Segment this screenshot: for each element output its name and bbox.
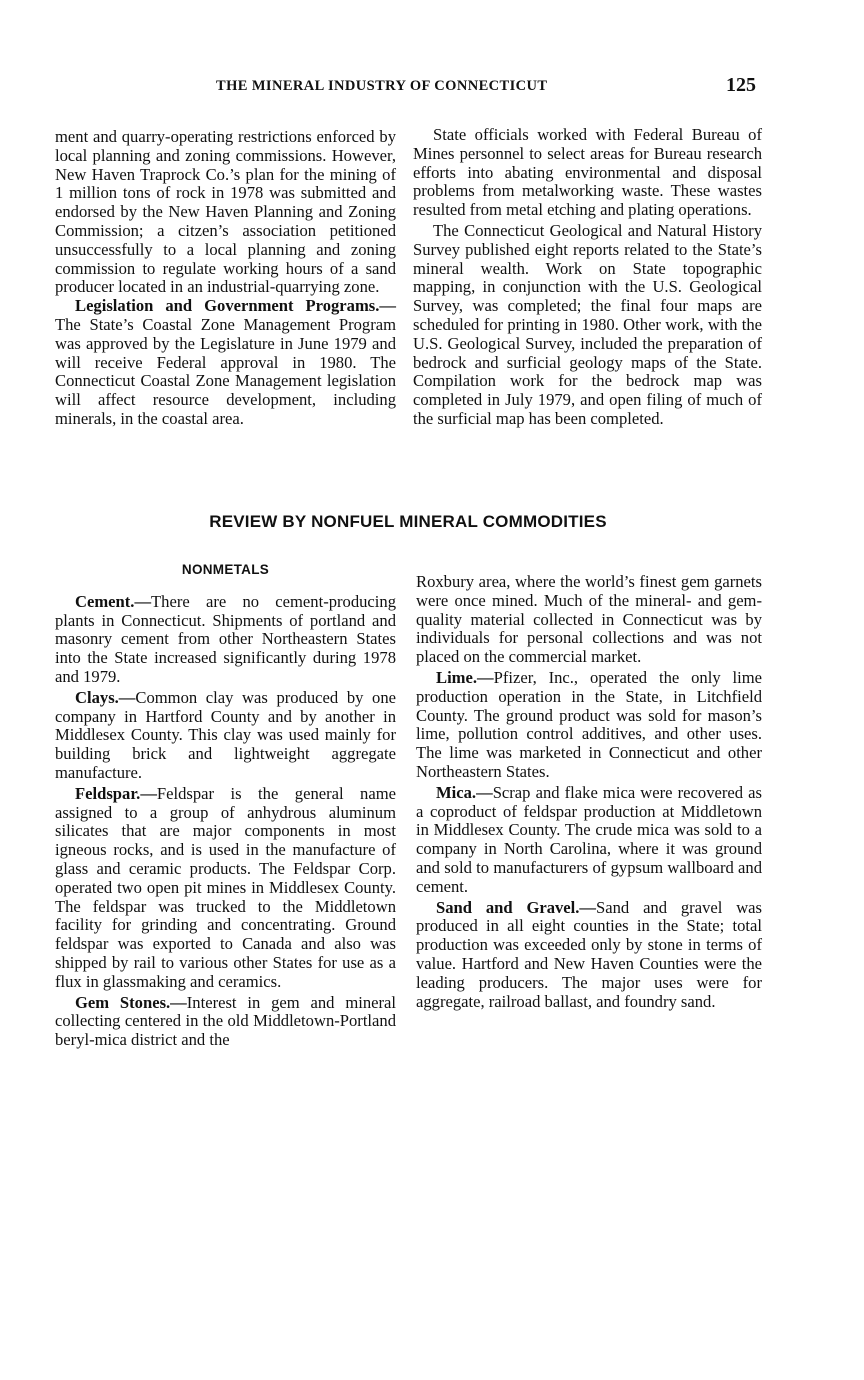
running-header bbox=[0, 76, 864, 100]
legislation-heading: Legislation and Government Programs.— bbox=[75, 296, 396, 316]
paragraph-lime bbox=[416, 669, 762, 782]
paragraph-feldspar bbox=[55, 785, 396, 992]
paragraph-cement bbox=[55, 593, 396, 687]
lime-heading: Lime.— bbox=[436, 667, 494, 687]
legislation-body: The State’s Coastal Zone Management Program was approved by the Legislature in June 1979 and will receive Federal approval in 1980. The Connecticut Coastal Zone Management legislation will affect resource development, including minerals, in the coastal area. bbox=[55, 314, 396, 428]
paragraph-legislation bbox=[55, 297, 396, 429]
mica-heading: Mica.— bbox=[436, 782, 493, 802]
paragraph-bureau-research: State officials worked with Federal Bureau of Mines personnel to select areas for Bureau research efforts into abating environmental and disposal problems from metalworking waste. These wastes resulted from metal etching and plating operations. bbox=[413, 125, 762, 220]
gem-stones-heading: Gem Stones.— bbox=[75, 992, 187, 1012]
paragraph-mica bbox=[416, 784, 762, 897]
clays-body: Common clay was produced by one company in Hartford County and by another in Middlesex County. This clay was used mainly for building brick and lightweight aggregate manufacture. bbox=[55, 687, 396, 782]
clays-heading: Clays.— bbox=[75, 687, 136, 707]
sand-gravel-heading: Sand and Gravel.— bbox=[436, 897, 597, 917]
paragraph-gem-continued: Roxbury area, where the world’s finest gem garnets were once mined. Much of the mineral- and gem-quality material collected in Connecticut was by individuals for personal collections and was not placed on the commercial market. bbox=[416, 572, 762, 667]
paragraph-sand-gravel bbox=[416, 899, 762, 1012]
cement-heading: Cement.— bbox=[75, 591, 152, 611]
page-header-title: THE MINERAL INDUSTRY OF CONNECTICUT bbox=[216, 78, 548, 94]
mica-body: Scrap and flake mica were recovered as a coproduct of feldspar production at Middletown in Middlesex County. The crude mica was sold to a company in North Carolina, where it was ground and sold to manufacturers of gypsum wallboard and cement. bbox=[416, 782, 762, 896]
feldspar-heading: Feldspar.— bbox=[75, 783, 157, 803]
lime-body: Pfizer, Inc., operated the only lime production operation in the State, in Litchfield County. The ground product was sold for mason’s lime, pollution control additives, and other uses. The lime was marketed in Connecticut and other Northeastern States. bbox=[416, 667, 762, 781]
bottom-left-column bbox=[55, 561, 396, 1050]
paragraph-clays bbox=[55, 689, 396, 783]
paragraph-geological-survey: The Connecticut Geological and Natural History Survey published eight reports related to the State’s mineral wealth. Work on State topographic mapping, in conjunction with the U.S. Geological Survey, was completed; the final four maps are scheduled for printing in 1980. Other work, with the U.S. Geological Survey, included the preparation of bedrock and surficial geology maps of the State. Compilation work for the bedrock map was completed in July 1979, and open filing of much of the surficial map has been completed. bbox=[413, 220, 762, 428]
feldspar-body: Feldspar is the general name assigned to a group of anhydrous aluminum silicates that are major components in most igneous rocks, and is used in the manufacture of glass and ceramic products. The Feldspar Corp. operated two open pit mines in Middlesex County. The feldspar was trucked to the Middletown facility for grinding and concentrating. Ground feldspar was exported to Canada and also was shipped by rail to various other States for use as a flux in glassmaking and ceramics. bbox=[55, 783, 396, 991]
paragraph-restrictions: ment and quarry-operating restrictions enforced by local planning and zoning commissions. However, New Haven Traprock Co.’s plan for the mining of 1 million tons of rock in 1978 was submitted and endorsed by the New Haven Planning and Zoning Commission; a citzen’s association petitioned unsuccessfully to a local planning and zoning commission to regulate working hours of a sand producer located in an industrial-quarrying zone. bbox=[55, 127, 396, 297]
top-right-column bbox=[413, 126, 762, 429]
page-number: 125 bbox=[726, 74, 756, 96]
paragraph-gem-stones bbox=[55, 994, 396, 1050]
cement-body: There are no cement-producing plants in Connecticut. Shipments of portland and masonry cement from other Northeastern States into the State increased significantly during 1978 and 1979. bbox=[55, 591, 396, 686]
gem-stones-body: Interest in gem and mineral collecting centered in the old Middletown-Portland beryl-mica district and the bbox=[55, 992, 396, 1050]
section-heading: REVIEW BY NONFUEL MINERAL COMMODITIES bbox=[209, 512, 607, 531]
bottom-right-column bbox=[416, 573, 762, 1011]
top-left-column bbox=[55, 128, 396, 429]
nonmetals-subheading: NONMETALS bbox=[181, 562, 270, 577]
sand-gravel-body: Sand and gravel was produced in all eight counties in the State; total production was exceeded only by stone in terms of value. Hartford and New Haven Counties were the leading producers. The major uses were for aggregate, railroad ballast, and foundry sand. bbox=[416, 897, 762, 1011]
